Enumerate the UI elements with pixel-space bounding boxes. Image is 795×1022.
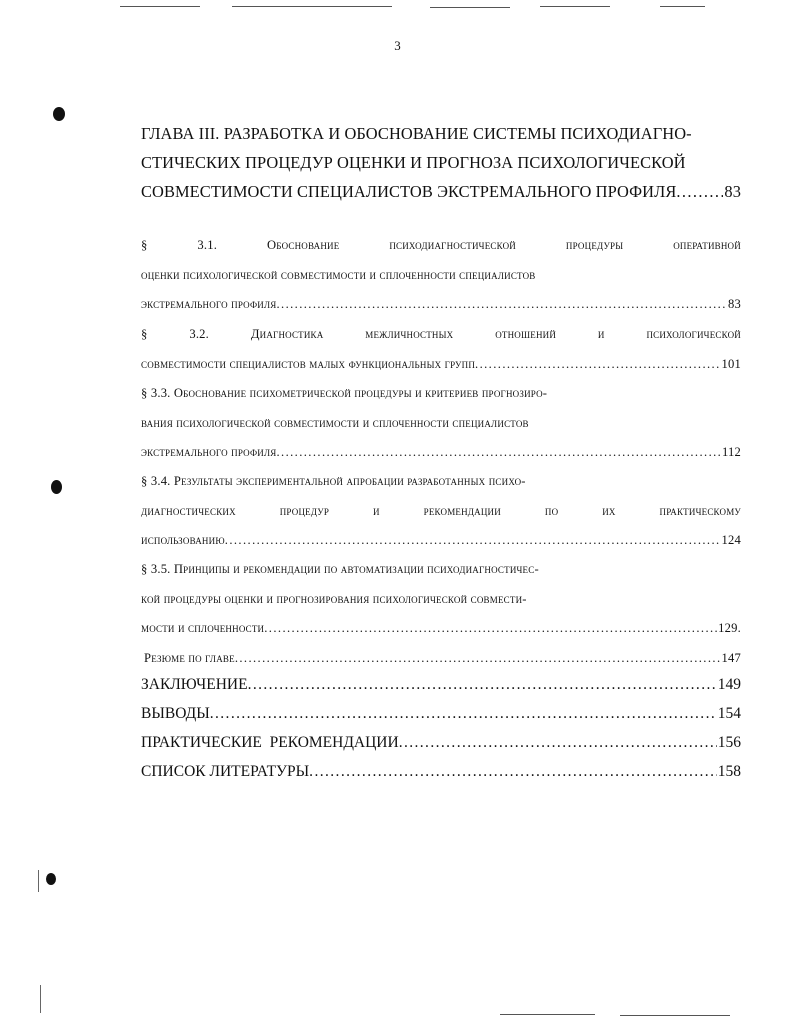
toc-section-3-4: [141, 467, 741, 556]
scan-line-bottom: [500, 1014, 595, 1015]
toc-line: § 3.3. Обоснование психометрической процедуры и критериев прогнозиро-: [141, 386, 548, 400]
dot-leader: [276, 438, 721, 468]
dot-leader: [276, 290, 727, 320]
toc-last-line: [141, 614, 741, 644]
page-ref: 129.: [718, 621, 741, 635]
toc-line-text: совместимости специалистов малых функциональных групп: [141, 356, 476, 371]
toc-bibliography: [141, 763, 741, 781]
toc-conclusion: [141, 676, 741, 694]
toc-recommendations: [141, 734, 741, 752]
chapter-heading-last-line: [141, 177, 741, 206]
page-ref: 112: [721, 445, 741, 459]
toc-line-text: экстремального профиля: [141, 445, 277, 459]
dot-leader: [225, 526, 721, 556]
chapter-heading-text: СОВМЕСТИМОСТИ СПЕЦИАЛИСТОВ ЭКСТРЕМАЛЬНОГО ПРОФИЛЯ: [141, 182, 677, 201]
scan-line-top: [540, 6, 610, 7]
toc-entry-label: ЗАКЛЮЧЕНИЕ: [141, 676, 248, 693]
page-ref: 83: [728, 297, 741, 311]
toc-line-text: Резюме по главе: [144, 651, 235, 665]
chapter-heading-line: СТИЧЕСКИХ ПРОЦЕДУР ОЦЕНКИ И ПРОГНОЗА ПСИХОЛОГИЧЕСКОЙ: [141, 153, 686, 172]
page-ref: 124: [721, 533, 741, 547]
dot-leader: [264, 614, 717, 644]
dot-leader: [676, 177, 723, 206]
binder-hole-icon: [46, 873, 56, 885]
dot-leader: [210, 705, 717, 723]
toc-section-3-1: [141, 231, 741, 320]
scan-line-top: [430, 7, 510, 8]
page-ref: 156: [717, 734, 741, 751]
chapter-heading-line: ГЛАВА III. РАЗРАБОТКА И ОБОСНОВАНИЕ СИСТЕМЫ ПСИХОДИАГНО-: [141, 124, 692, 143]
toc-section-3-5: [141, 555, 741, 644]
toc-entry: [141, 676, 741, 694]
toc-entry: [141, 734, 741, 752]
toc-entry-label: ПРАКТИЧЕСКИЕ РЕКОМЕНДАЦИИ: [141, 734, 399, 751]
margin-mark: [40, 985, 41, 1013]
margin-mark: [38, 870, 39, 892]
toc-line-text: экстремального профиля: [141, 297, 277, 311]
page-ref: 154: [717, 705, 741, 722]
toc-line: § 3.1. Обоснование психодиагностической процедуры оперативной: [141, 238, 741, 252]
toc-last-line: [141, 644, 741, 674]
toc-section-3-3: [141, 379, 741, 468]
toc-line: диагностических процедур и рекомендации по их практическому: [141, 503, 741, 518]
toc-chapter-summary: [141, 644, 741, 674]
page-number: 3: [394, 38, 401, 53]
toc-entry: [141, 705, 741, 723]
page-ref: 83: [724, 182, 741, 201]
toc-entry-label: ВЫВОДЫ: [141, 705, 210, 722]
scan-line-top: [120, 6, 200, 7]
toc-line-text: мости и сплоченности: [141, 621, 265, 635]
toc-line: § 3.5. Принципы и рекомендации по автоматизации психодиагностичес-: [141, 562, 539, 576]
binder-hole-icon: [53, 107, 65, 121]
dot-leader: [248, 676, 717, 694]
chapter-heading: [141, 119, 741, 206]
dot-leader: [475, 350, 720, 380]
scan-line-bottom: [620, 1015, 730, 1016]
toc-last-line: [141, 290, 741, 320]
toc-last-line: [141, 350, 741, 380]
toc-line: кой процедуры оценки и прогнозирования психологической совмести-: [141, 591, 527, 606]
page-ref: 149: [717, 676, 741, 693]
dot-leader: [235, 644, 721, 674]
scan-line-top: [660, 6, 705, 7]
page-ref: 147: [721, 651, 741, 665]
toc-last-line: [141, 438, 741, 468]
dot-leader: [309, 763, 717, 781]
toc-findings: [141, 705, 741, 723]
page-ref: 158: [717, 763, 741, 780]
toc-entry: [141, 763, 741, 781]
dot-leader: [399, 734, 717, 752]
toc-line: оценки психологической совместимости и сплоченности специалистов: [141, 267, 536, 282]
scan-line-top: [232, 6, 392, 7]
toc-section-3-2: [141, 320, 741, 379]
toc-entry-label: СПИСОК ЛИТЕРАТУРЫ: [141, 763, 310, 780]
toc-last-line: [141, 526, 741, 556]
toc-line: вания психологической совместимости и сплоченности специалистов: [141, 415, 529, 430]
toc-line-text: использованию: [141, 533, 225, 547]
binder-hole-icon: [51, 480, 62, 494]
toc-line: § 3.4. Результаты экспериментальной апробации разработанных психо-: [141, 474, 526, 488]
toc-line: § 3.2. Диагностика межличностных отношений и психологической: [141, 327, 741, 341]
page-ref: 101: [721, 356, 741, 371]
